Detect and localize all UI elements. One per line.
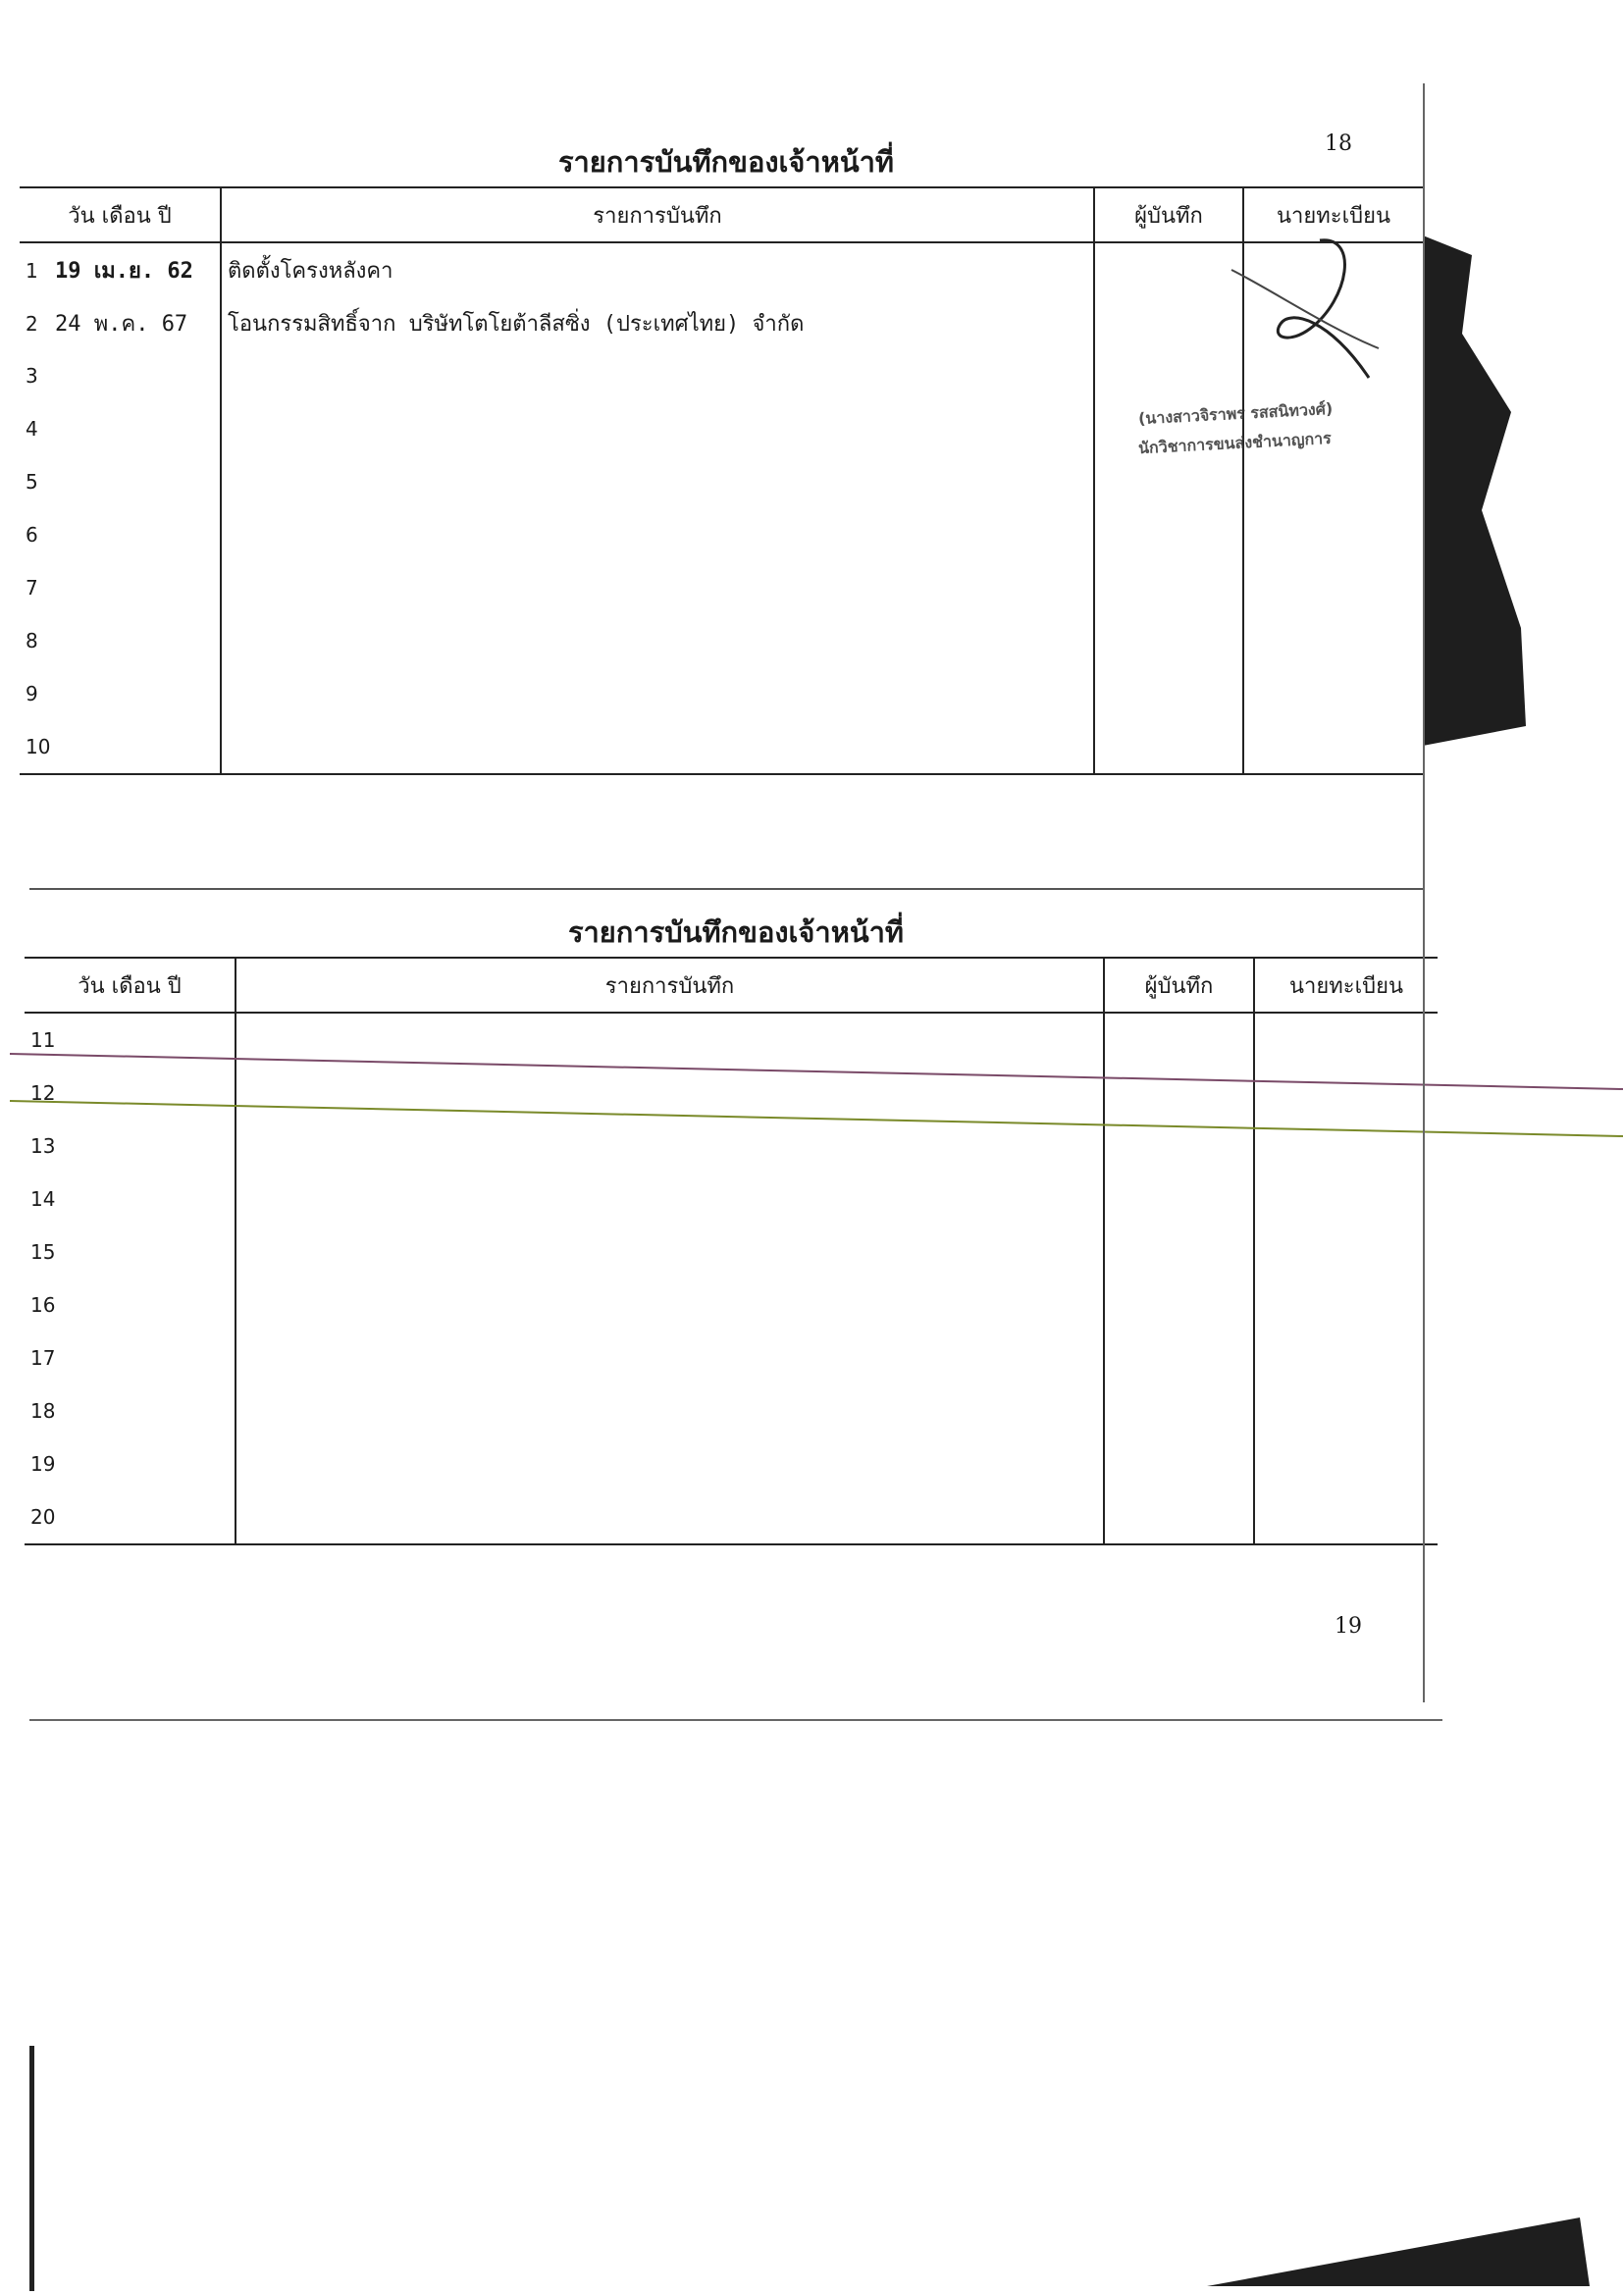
row-number: 10 — [26, 735, 51, 758]
table-row — [25, 1331, 1438, 1384]
header-registrar: นายทะเบียน — [1254, 958, 1438, 1013]
header-entry: รายการบันทึก — [236, 958, 1104, 1013]
scan-shadow — [1423, 216, 1531, 765]
row-number: 1 — [26, 258, 38, 283]
row-number: 18 — [30, 1399, 56, 1423]
table-row — [20, 614, 1423, 667]
row-number: 16 — [30, 1293, 56, 1317]
row-number: 20 — [30, 1505, 56, 1529]
row-number: 7 — [26, 576, 38, 600]
table-row — [25, 1278, 1438, 1331]
header-entry: รายการบันทึก — [221, 187, 1094, 242]
entry-date: 19 เม.ย. 62 — [55, 258, 193, 284]
table-row — [20, 667, 1423, 720]
table-header-row — [25, 958, 1438, 1013]
row-number: 2 — [26, 311, 38, 336]
header-registrar: นายทะเบียน — [1243, 187, 1423, 242]
header-date: วัน เดือน ปี — [25, 958, 236, 1013]
row-number: 6 — [26, 523, 38, 547]
table-row — [20, 508, 1423, 561]
row-number: 5 — [26, 470, 38, 494]
row-number: 17 — [30, 1346, 56, 1370]
signature-mark — [1212, 231, 1388, 397]
row-number: 14 — [30, 1187, 56, 1211]
table-row — [20, 561, 1423, 614]
sheet-bottom — [25, 888, 1447, 1732]
sheet-bottom-edge — [29, 1719, 1442, 1721]
table-row — [25, 1226, 1438, 1278]
table-row — [25, 1437, 1438, 1490]
table-row — [25, 1490, 1438, 1544]
row-number: 11 — [30, 1028, 56, 1052]
row-number: 15 — [30, 1240, 56, 1264]
row-number: 12 — [30, 1081, 56, 1105]
left-edge-artifact — [29, 2046, 34, 2291]
sheet-bottom-page-number: 19 — [1335, 1614, 1362, 1639]
row-number: 9 — [26, 682, 38, 705]
sheet-bottom-title: รายการบันทึกของเจ้าหน้าที่ — [567, 915, 905, 949]
header-recorder: ผู้บันทึก — [1104, 958, 1254, 1013]
scan-lines — [0, 1040, 1623, 1158]
entry-text: ติดตั้งโครงหลังคา — [228, 258, 393, 284]
sheet-right-edge — [1423, 83, 1425, 1702]
bottom-corner-artifact — [1207, 2208, 1599, 2286]
header-recorder: ผู้บันทึก — [1094, 187, 1243, 242]
table-row — [20, 455, 1423, 508]
entry-date: 24 พ.ค. 67 — [55, 311, 188, 337]
sheet-top-title: รายการบันทึกของเจ้าหน้าที่ — [557, 145, 895, 179]
table-row — [25, 1384, 1438, 1437]
row-number: 3 — [26, 364, 38, 388]
row-number: 8 — [26, 629, 38, 652]
entry-text: โอนกรรมสิทธิ์จาก บริษัทโตโยต้าลีสซิ่ง (ประเทศไทย) จำกัด — [228, 311, 805, 337]
table-row — [25, 1173, 1438, 1226]
row-number: 19 — [30, 1452, 56, 1476]
row-number: 13 — [30, 1134, 56, 1158]
official-stamp-position: นักวิชาการขนส่งชำนาญการ — [1137, 428, 1333, 458]
table-row — [20, 720, 1423, 774]
sheet-top-page-number: 18 — [1325, 131, 1352, 156]
official-stamp-name: (นางสาวจิราพร รสสนิทวงศ์) — [1137, 398, 1334, 429]
header-date: วัน เดือน ปี — [20, 187, 221, 242]
row-number: 4 — [26, 417, 38, 441]
sheet-top — [20, 118, 1433, 805]
